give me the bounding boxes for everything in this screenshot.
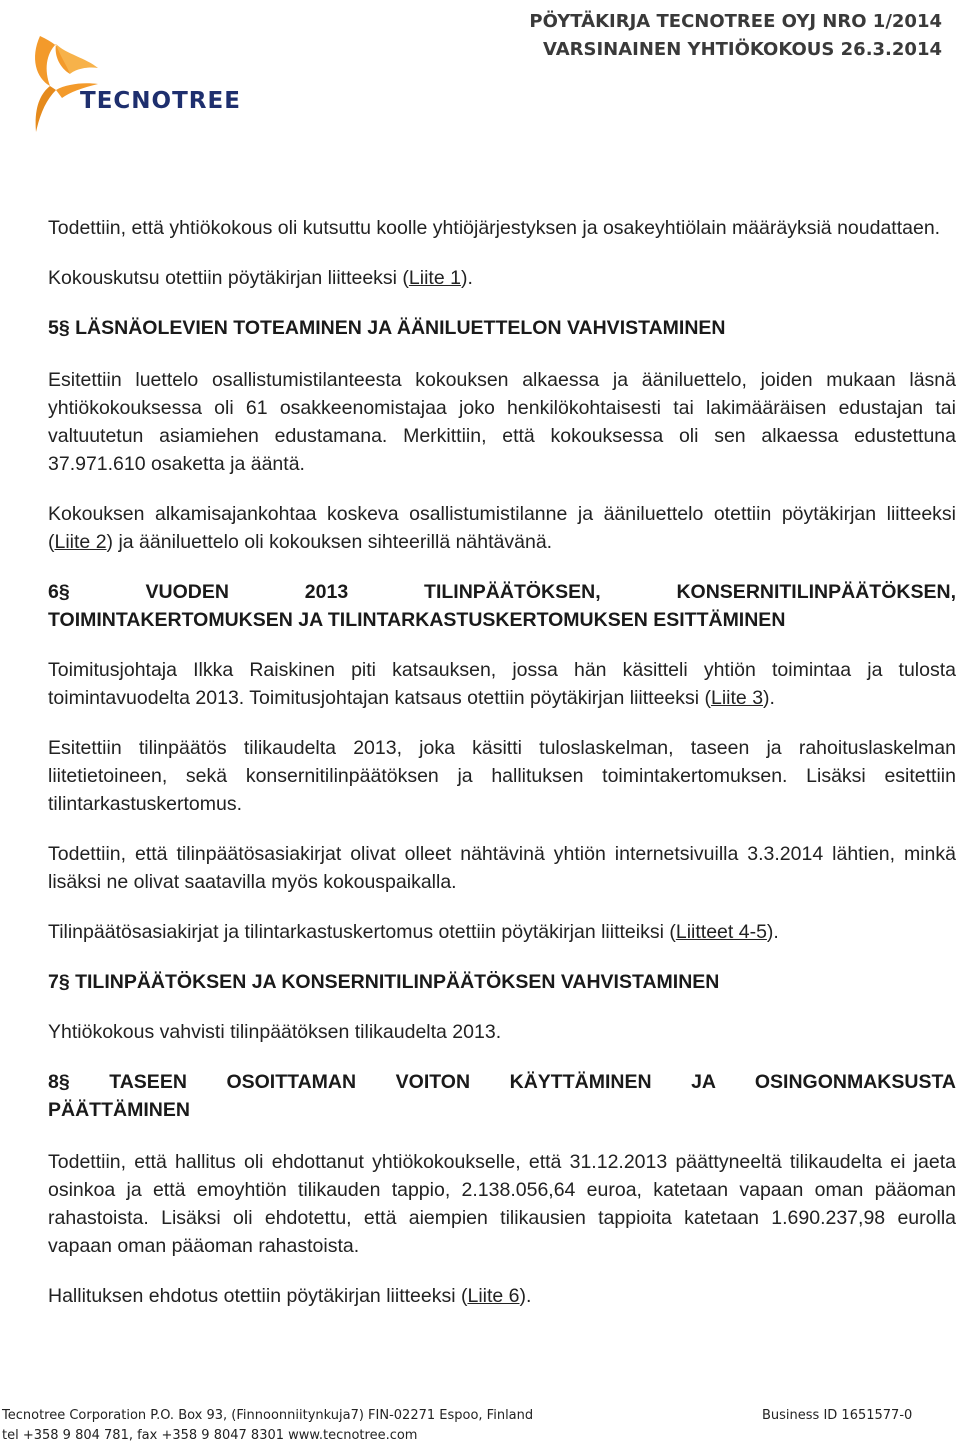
footer-phone: tel +358 9 804 781, fax +358 9 8047 8301 www.tecnotree.com (2, 1428, 418, 1443)
paragraph: Esitettiin tilinpäätös tilikaudelta 2013, joka käsitti tuloslaskelman, taseen ja rahoituslaskelman liitetietoineen, sekä konsernitilinpäätöksen ja hallituksen toimintakertomuksen. Lisäksi esitettiin tilintarkastuskertomus. (48, 737, 956, 815)
logo-wordmark: TECNOTREE (80, 88, 241, 114)
paragraph: Esitettiin luettelo osallistumistilanteesta kokouksen alkaessa ja ääniluettelo, joiden mukaan läsnä yhtiökokouksessa oli 61 osakkeenomistajaa joko henkilökohtaisesti tai lakimääräisen edustajan tai valtuutetun asiamiehen edustamana. Merkittiin, että kokouksessa oli sen alkaessa edustettuna 37.971.610 osaketta ja ääntä. (48, 369, 956, 475)
attachment-link: Liite 3 (711, 687, 764, 709)
attachment-link: Liite 2 (54, 531, 107, 553)
document-body (48, 214, 956, 1310)
paragraph: Hallituksen ehdotus otettiin pöytäkirjan liitteeksi (Liite 6). (48, 1285, 532, 1307)
paragraph: Kokouskutsu otettiin pöytäkirjan liitteeksi (Liite 1). (48, 267, 473, 289)
footer-address: Tecnotree Corporation P.O. Box 93, (Finnoonniitynkuja7) FIN-02271 Espoo, Finland (2, 1408, 534, 1423)
paragraph: Todettiin, että tilinpäätösasiakirjat olivat olleet nähtävinä yhtiön internetsivuilla 3.3.2014 lähtien, minkä lisäksi ne olivat saatavilla myös kokouspaikalla. (48, 843, 956, 893)
paragraph: Todettiin, että yhtiökokous oli kutsuttu koolle yhtiöjärjestyksen ja osakeyhtiölain määräyksiä noudattaen. (48, 217, 941, 239)
paragraph: Tilinpäätösasiakirjat ja tilintarkastuskertomus otettiin pöytäkirjan liitteiksi (Liitteet 4-5). (48, 921, 779, 943)
document-header (529, 8, 942, 64)
footer-contact (2, 1406, 533, 1446)
header-line-2: VARSINAINEN YHTIÖKOKOUS 26.3.2014 (543, 39, 942, 60)
header-line-1: PÖYTÄKIRJA TECNOTREE OYJ NRO 1/2014 (529, 11, 942, 32)
paragraph: Toimitusjohtaja Ilkka Raiskinen piti katsauksen, jossa hän käsitteli yhtiön toimintaa ja tulosta toimintavuodelta 2013. Toimitusjohtajan katsaus otettiin pöytäkirjan liitteeksi (Liite 3). (48, 659, 956, 709)
section-heading-cont: TOIMINTAKERTOMUKSEN JA TILINTARKASTUSKERTOMUKSEN ESITTÄMINEN (48, 609, 786, 631)
paragraph: Yhtiökokous vahvisti tilinpäätöksen tilikaudelta 2013. (48, 1021, 502, 1043)
section-heading: 7§ TILINPÄÄTÖKSEN JA KONSERNITILINPÄÄTÖKSEN VAHVISTAMINEN (48, 971, 720, 993)
footer-business-id: Business ID 1651577-0 (762, 1408, 913, 1423)
logo-flame-icon (26, 28, 106, 138)
paragraph: Todettiin, että hallitus oli ehdottanut yhtiökokoukselle, että 31.12.2013 päättyneeltä tilikaudelta ei jaeta osinkoa ja että emoyhtiön tilikauden tappio, 2.138.056,64 euroa, katetaan vapaan oman pääoman rahastoista. Lisäksi oli ehdotettu, että aiempien tilikausien tappioita katetaan 1.690.237,98 eurolla vapaan oman pääoman rahastoista. (48, 1151, 956, 1257)
attachment-link: Liitteet 4-5 (675, 921, 767, 943)
paragraph: Kokouksen alkamisajankohtaa koskeva osallistumistilanne ja ääniluettelo otettiin pöytäkirjan liitteeksi (Liite 2) ja ääniluettelo oli kokouksen sihteerillä nähtävänä. (48, 503, 956, 553)
section-heading: 8§ TASEEN OSOITTAMAN VOITON KÄYTTÄMINEN JA OSINGONMAKSUSTA (48, 1071, 956, 1093)
company-logo (26, 28, 246, 138)
section-heading: 5§ LÄSNÄOLEVIEN TOTEAMINEN JA ÄÄNILUETTELON VAHVISTAMINEN (48, 317, 726, 339)
attachment-link: Liite 6 (467, 1285, 520, 1307)
section-heading: 6§ VUODEN 2013 TILINPÄÄTÖKSEN, KONSERNITILINPÄÄTÖKSEN, (48, 581, 956, 603)
section-heading-cont: PÄÄTTÄMINEN (48, 1099, 190, 1121)
attachment-link: Liite 1 (408, 267, 461, 289)
